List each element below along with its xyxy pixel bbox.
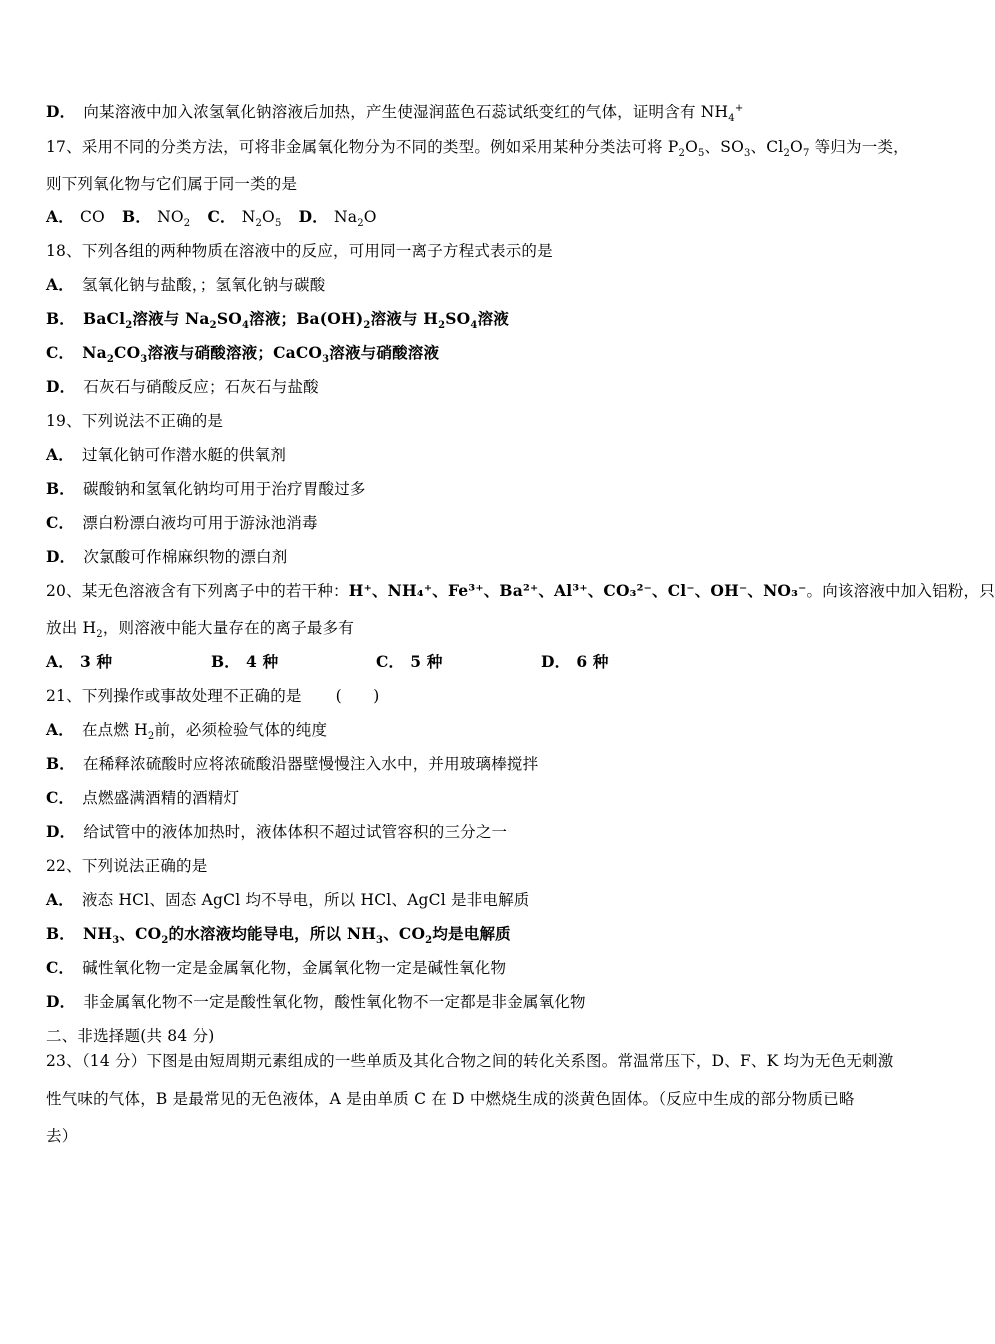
q16-option-d: D． 向某溶液中加入浓氢氧化钠溶液后加热，产生使湿润蓝色石蕊试纸变红的气体，证明含有 $NH_4^+$ — [46, 102, 744, 125]
q21-stem: 21、下列操作或事故处理不正确的是 ( ) — [46, 687, 380, 705]
q22-option-b: B． $NH_3$、$CO_2$的水溶液均能导电，所以 $NH_3$、$CO_2$均是电解质 — [46, 924, 511, 947]
q18-option-a: A． 氢氧化钠与盐酸，；氢氧化钠与碳酸 — [46, 275, 326, 294]
question-number: 22、 — [46, 857, 82, 875]
q20-option-b: B． 4 种 — [211, 652, 279, 671]
question-number: 20、 — [46, 582, 82, 600]
q19-option-d: D． 次氯酸可作棉麻织物的漂白剂 — [46, 547, 288, 566]
q20-stem-line2: 放出 $H_2$，则溶液中能大量存在的离子最多有 — [46, 619, 355, 641]
q17-options — [46, 207, 377, 230]
ion-list: H⁺、NH₄⁺、Fe³⁺、Ba²⁺、Al³⁺、CO₃²⁻、Cl⁻、OH⁻、NO₃⁻ — [348, 581, 807, 600]
q22-option-c: C． 碱性氧化物一定是金属氧化物，金属氧化物一定是碱性氧化物 — [46, 958, 507, 977]
q23-line2: 性气味的气体，B 是最常见的无色液体，A 是由单质 C 在 D 中燃烧生成的淡黄色固体。（反应中生成的部分物质已略 — [46, 1090, 855, 1108]
q19-option-c: C． 漂白粉漂白液均可用于游泳池消毒 — [46, 513, 318, 532]
option-text: 向某溶液中加入浓氢氧化钠溶液后加热，产生使湿润蓝色石蕊试纸变红的气体，证明含有 NH — [83, 103, 729, 121]
q21-option-b: B． 在稀释浓硫酸时应将浓硫酸沿器壁慢慢注入水中，并用玻璃棒搅拌 — [46, 754, 539, 773]
answer-paren: ( ) — [335, 687, 380, 705]
q19-option-b: B． 碳酸钠和氢氧化钠均可用于治疗胃酸过多 — [46, 479, 366, 498]
q18-option-b: B． BaCl$_2$溶液与 $Na_2SO_4$溶液；$Ba(OH)_2$溶液与 $H_2SO_4$溶液 — [46, 309, 509, 332]
q17-stem-line1: 17、采用不同的分类方法，可将非金属氧化物分为不同的类型。例如采用某种分类法可将 $P_2O_5$、$SO_3$、$Cl_2O_7$ 等归为一类， — [46, 138, 909, 160]
q21-option-c: C． 点燃盛满酒精的酒精灯 — [46, 788, 240, 807]
q18-option-d: D． 石灰石与硝酸反应；石灰石与盐酸 — [46, 377, 319, 396]
q17-option-b: B． $NO_2$ — [122, 207, 191, 230]
section-title: 二、非选择题(共 84 分) — [46, 1027, 215, 1045]
q17-stem-line2: 则下列氧化物与它们属于同一类的是 — [46, 175, 298, 193]
question-number: 21、 — [46, 687, 82, 705]
question-number: 19、 — [46, 412, 82, 430]
q23-line3: 去） — [46, 1127, 78, 1145]
q17-option-a: A． CO — [46, 207, 105, 226]
q21-option-d: D． 给试管中的液体加热时，液体体积不超过试管容积的三分之一 — [46, 822, 508, 841]
q17-option-c: C． $N_2O_5$ — [207, 207, 282, 230]
q22-option-d: D． 非金属氧化物不一定是酸性氧化物，酸性氧化物不一定都是非金属氧化物 — [46, 992, 586, 1011]
q23-line1: 23、（14 分）下图是由短周期元素组成的一些单质及其化合物之间的转化关系图。常温常压下，D、F、K 均为无色无刺激 — [46, 1052, 894, 1070]
q20-stem-line1: 20、某无色溶液含有下列离子中的若干种：H⁺、NH₄⁺、Fe³⁺、Ba²⁺、Al³⁺、CO₃²⁻、Cl⁻、OH⁻、NO₃⁻。向该溶液中加入铝粉，只 — [46, 581, 995, 600]
q21-option-a: A． 在点燃 $H_2$前，必须检验气体的纯度 — [46, 720, 328, 743]
q20-option-d: D． 6 种 — [541, 652, 609, 671]
q19-option-a: A． 过氧化钠可作潜水艇的供氧剂 — [46, 445, 287, 464]
q22-stem: 22、下列说法正确的是 — [46, 857, 208, 875]
question-score: （14 分） — [81, 1052, 147, 1070]
q20-options — [46, 652, 609, 672]
q20-option-c: C． 5 种 — [376, 652, 443, 671]
q17-option-d: D． $Na_2O$ — [298, 207, 377, 230]
q18-stem: 18、下列各组的两种物质在溶液中的反应，可用同一离子方程式表示的是 — [46, 242, 553, 260]
question-number: 17、 — [46, 138, 82, 156]
question-number: 18、 — [46, 242, 82, 260]
q20-option-a: A． 3 种 — [46, 652, 113, 671]
option-label: D． — [46, 102, 76, 121]
q19-stem: 19、下列说法不正确的是 — [46, 412, 224, 430]
question-number: 23、 — [46, 1052, 82, 1070]
q22-option-a: A． 液态 HCl、固态 AgCl 均不导电，所以 HCl、AgCl 是非电解质 — [46, 890, 530, 909]
q18-option-c: C． $Na_2CO_3$溶液与硝酸溶液；CaCO$_3$溶液与硝酸溶液 — [46, 343, 440, 366]
